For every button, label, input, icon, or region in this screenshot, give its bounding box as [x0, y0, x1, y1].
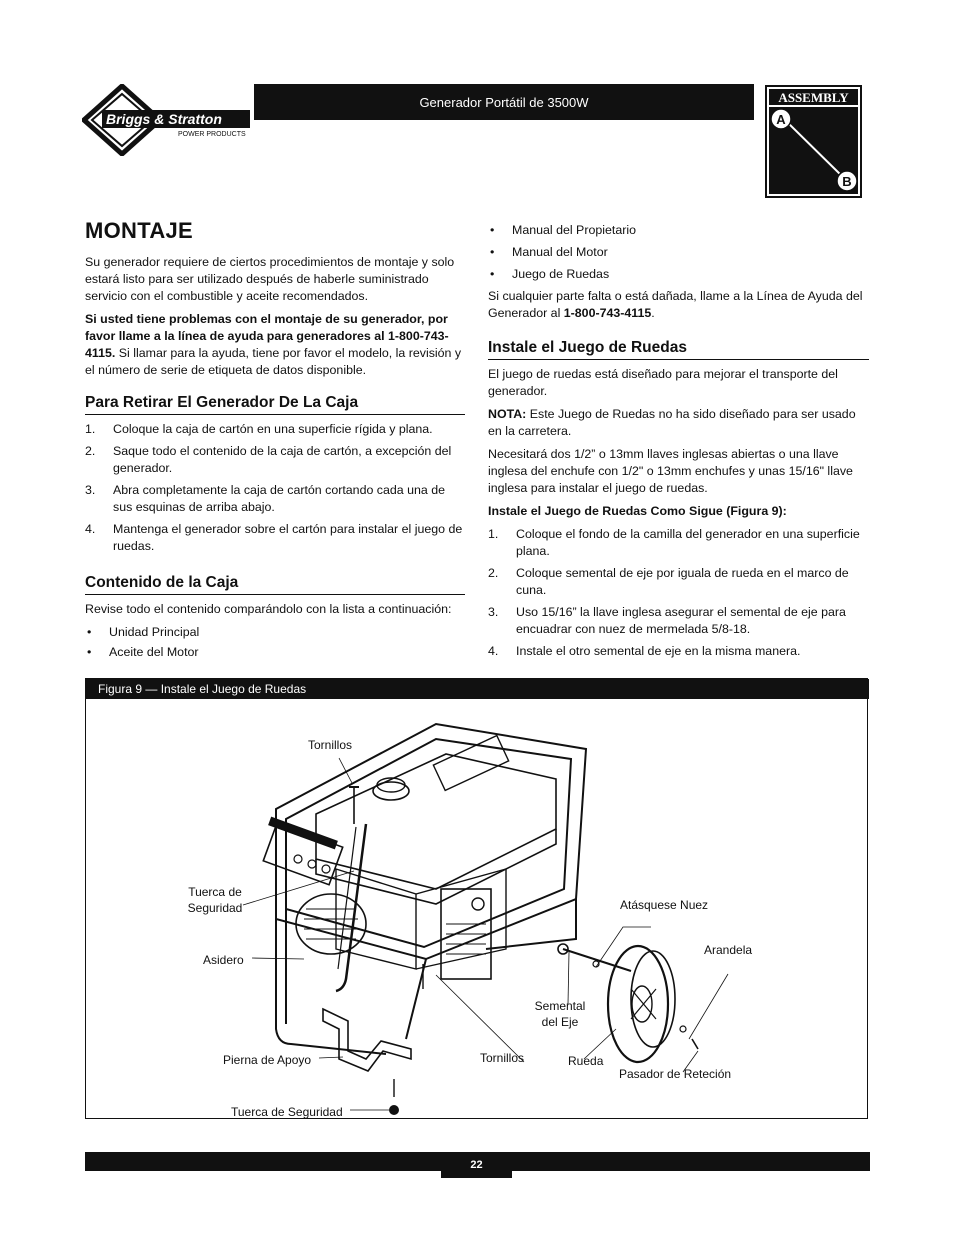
- label-line: Semental: [534, 999, 586, 1013]
- install-note: [488, 406, 869, 440]
- page-number: 22: [441, 1152, 512, 1178]
- left-column: [85, 218, 465, 664]
- header-title-bar: [254, 84, 754, 120]
- bullet: •: [490, 245, 495, 259]
- bullet: •: [87, 645, 92, 659]
- right-column: [488, 222, 869, 665]
- list-item: [488, 526, 869, 560]
- label-line: Tuerca de: [188, 885, 242, 899]
- assembly-badge-label: ASSEMBLY: [778, 90, 849, 105]
- missing-end: .: [651, 306, 655, 320]
- assembly-point-a: A: [776, 112, 786, 127]
- list-item: [488, 604, 869, 638]
- item-text: Manual del Propietario: [512, 223, 636, 237]
- list-item: [488, 643, 869, 660]
- list-item: [488, 266, 869, 283]
- label-pierna-apoyo: Pierna de Apoyo: [223, 1053, 312, 1067]
- list-item: [85, 521, 465, 555]
- missing-parts-paragraph: [488, 288, 869, 322]
- list-item: [488, 565, 869, 599]
- list-item: [488, 222, 869, 239]
- item-text: Juego de Ruedas: [512, 267, 610, 281]
- install-subheading: Instale el Juego de Ruedas Como Sigue (Figura 9):: [488, 504, 787, 518]
- assembly-badge: [765, 85, 862, 198]
- step-text: Uso 15/16” la llave inglesa asegurar el semental de eje para encuadrar con nuez de mermelada 5/8-18.: [516, 605, 846, 636]
- item-text: Unidad Principal: [109, 625, 200, 639]
- install-steps-list: [488, 526, 869, 660]
- label-line: del Eje: [541, 1015, 579, 1029]
- step-number: 3.: [488, 605, 499, 619]
- item-text: Aceite del Motor: [109, 645, 199, 659]
- missing-text: Si cualquier parte falta o está dañada, llame a la Línea de Ayuda del Generador al: [488, 289, 863, 320]
- step-number: 4.: [85, 522, 96, 536]
- helpline-rest: Si llamar para la ayuda, tiene por favor el modelo, la revisión y el número de serie de etiqueta de datos disponible.: [85, 346, 462, 377]
- step-text: Coloque la caja de cartón en una superficie rígida y plana.: [113, 422, 433, 436]
- contents-list: [85, 624, 465, 661]
- label-asidero: Asidero: [203, 953, 244, 967]
- step-number: 4.: [488, 644, 499, 658]
- figure-caption: Figura 9 — Instale el Juego de Ruedas: [86, 679, 869, 699]
- label-semental-eje: [532, 998, 588, 1030]
- step-number: 2.: [85, 444, 96, 458]
- intro-paragraph: Su generador requiere de ciertos procedimientos de montaje y solo estará listo para ser utilizado después de haberle suministrado servicio con el combustible y aceite recomendados.: [85, 255, 455, 303]
- label-rueda: Rueda: [568, 1054, 604, 1068]
- note-text: Este Juego de Ruedas no ha sido diseñado para ser usado en la carretera.: [488, 407, 856, 438]
- list-item: [488, 244, 869, 261]
- helpline-phone: 1-800-743-4115: [563, 306, 652, 320]
- label-tuerca-seguridad-bottom: Tuerca de Seguridad: [231, 1105, 343, 1119]
- step-text: Coloque el fondo de la camilla del generador en una superficie plana.: [516, 527, 860, 558]
- helpline-paragraph: [85, 311, 465, 379]
- step-text: Coloque semental de eje por iguala de rueda en el marco de cuna.: [516, 566, 849, 597]
- list-item: [85, 421, 465, 438]
- assembly-point-b: B: [842, 174, 852, 189]
- note-label: NOTA:: [488, 407, 527, 421]
- bullet: •: [490, 267, 495, 281]
- remove-steps-list: [85, 421, 465, 555]
- label-arandela: Arandela: [704, 943, 753, 957]
- step-text: Abra completamente la caja de cartón cortando cada una de sus esquinas de arriba abajo.: [113, 483, 446, 514]
- list-item: [85, 644, 465, 661]
- step-number: 2.: [488, 566, 499, 580]
- install-intro: El juego de ruedas está diseñado para mejorar el transporte del generador.: [488, 367, 838, 398]
- label-tornillos-bottom: Tornillos: [480, 1051, 525, 1065]
- label-pasador-retecion: Pasador de Reteción: [619, 1067, 732, 1081]
- brand-logo: [82, 84, 254, 156]
- section-heading-contents: Contenido de la Caja: [85, 573, 465, 595]
- step-number: 1.: [488, 527, 499, 541]
- step-number: 3.: [85, 483, 96, 497]
- bullet: •: [87, 625, 92, 639]
- step-text: Mantenga el generador sobre el cartón para instalar el juego de ruedas.: [113, 522, 463, 553]
- figure-9: [85, 678, 868, 1119]
- item-text: Manual del Motor: [512, 245, 608, 259]
- label-line: Seguridad: [187, 901, 243, 915]
- list-item: [85, 624, 465, 641]
- helpline-bold: Si usted tiene problemas con el montaje de su generador, por favor llame a la línea de ayuda para generadores al 1-800-743-4115.: [85, 312, 449, 360]
- page-title: MONTAJE: [85, 218, 194, 243]
- step-text: Instale el otro semental de eje en la misma manera.: [516, 644, 801, 658]
- section-heading-remove: Para Retirar El Generador De La Caja: [85, 393, 465, 415]
- tools-paragraph: Necesitará dos 1/2” o 13mm llaves inglesas abiertas o una llave inglesa del enchufe con 1/2" o 13mm enchufes y unas 15/16" llave inglesa para instalar el juego de ruedas.: [488, 447, 853, 495]
- document-title: Generador Portátil de 3500W: [419, 94, 589, 110]
- contents-intro: Revise todo el contenido comparándolo con la lista a continuación:: [85, 602, 452, 616]
- label-tornillos-top: Tornillos: [308, 738, 353, 752]
- contents-list-continued: [488, 222, 869, 283]
- logo-subtext: POWER PRODUCTS: [178, 131, 246, 138]
- bullet: •: [490, 223, 495, 237]
- list-item: [85, 443, 465, 477]
- section-heading-install: Instale el Juego de Ruedas: [488, 338, 869, 360]
- label-tuerca-seguridad: [186, 884, 244, 916]
- step-text: Saque todo el contenido de la caja de cartón, a excepción del generador.: [113, 444, 452, 475]
- label-atasquese-nuez: Atásquese Nuez: [620, 898, 709, 912]
- step-number: 1.: [85, 422, 96, 436]
- logo-text: Briggs & Stratton: [106, 111, 222, 127]
- list-item: [85, 482, 465, 516]
